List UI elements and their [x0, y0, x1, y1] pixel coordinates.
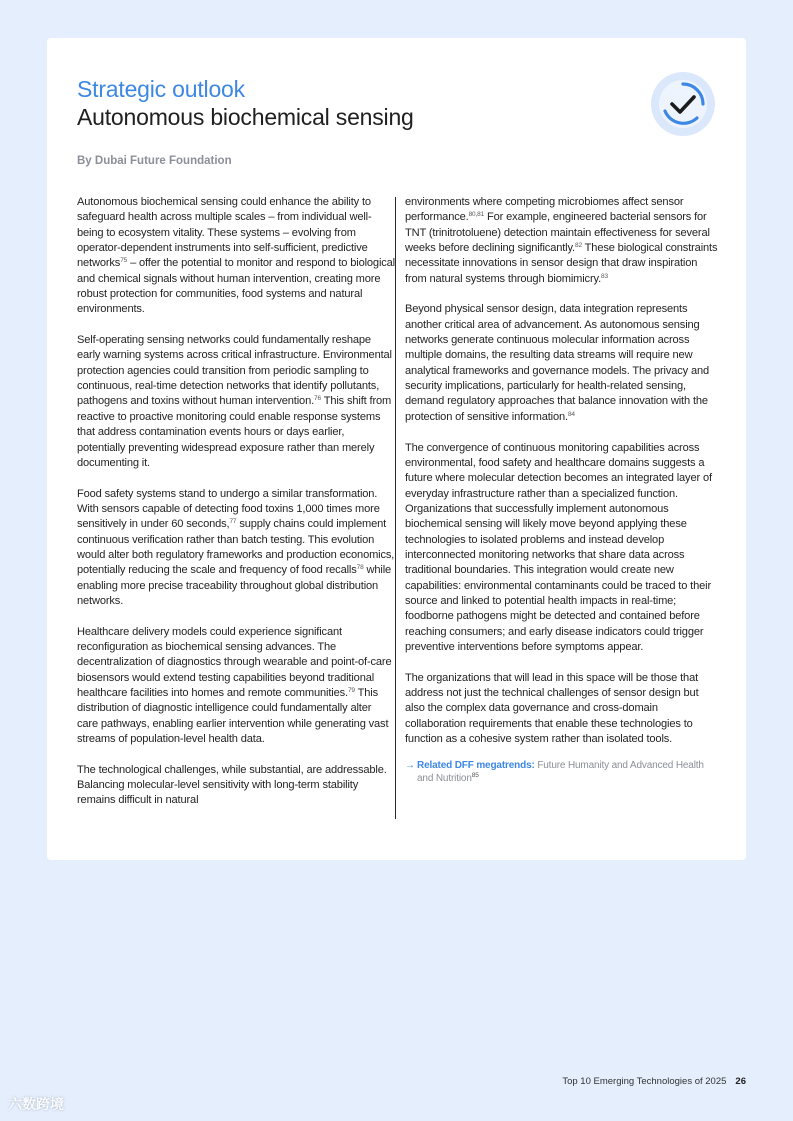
section-label: Strategic outlook	[77, 76, 245, 102]
paragraph-text: – offer the potential to monitor and respond to biological and chemical signals without human intervention, creating more robust protection for communities, food systems and natural environments.	[77, 257, 395, 316]
checkmark-progress-icon	[650, 71, 716, 137]
paragraph-text: The organizations that will lead in this space will be those that address not just the technical challenges of sensor design but also the complex data governance and cross-domain collaboration requirements that enable these technologies to function as a cohesive system rather than isolated tools.	[405, 671, 699, 746]
right-column	[405, 195, 721, 785]
footnote-ref: 75	[120, 257, 128, 265]
body-paragraph	[405, 302, 721, 425]
page-footer	[562, 1076, 746, 1087]
watermark-logo	[8, 1094, 64, 1114]
watermark-text: 六数跨境	[8, 1096, 64, 1112]
footnote-ref: 82	[575, 242, 582, 250]
footnote-ref: 84	[567, 410, 575, 418]
body-paragraph	[405, 195, 721, 287]
paragraph-text: The technological challenges, while substantial, are addressable. Balancing molecular-level sensitivity with long-term stability remains difficult in natural	[77, 763, 387, 807]
body-paragraph	[77, 763, 395, 809]
paragraph-text: Healthcare delivery models could experience significant reconfiguration as biochemical sensing advances. The decentralization of diagnostics through wearable and point-of-care biosensors would extend testing capabilities beyond traditional healthcare facilities into homes and remote communities.	[77, 625, 392, 699]
paragraph-text: while enabling more precise traceability throughout global distribution networks.	[77, 564, 392, 607]
footnote-ref: 79	[347, 687, 355, 694]
paragraph-text: environments where competing microbiomes affect sensor performance.	[405, 196, 684, 224]
paragraph-text: The convergence of continuous monitoring capabilities across environmental, food safety and healthcare domains suggests a future where molecular detection becomes an integrated layer of everyday infrastructure rather than a specialized function. Organizations that successfully implement autonomous biochemical sensing will likely move beyond applying these technologies to isolated problems and instead develop interconnected monitoring networks that share data across traditional boundaries. This integration would create new capabilities: environmental contaminants could be traced to their source and linked to potential health impacts in real-time; foodborne pathogens might be detected and contained before reaching consumers; and early disease indicators could trigger preventive interventions before symptoms appear.	[405, 441, 712, 653]
footnote-ref: 80,81	[468, 211, 485, 219]
related-label: Related DFF megatrends:	[417, 759, 535, 771]
footnote-ref: 77	[229, 518, 237, 526]
paragraph-text: Food safety systems stand to undergo a similar transformation. With sensors capable of detecting food toxins 1,000 times more sensitively in under 60 seconds,	[77, 487, 380, 531]
body-paragraph	[77, 195, 395, 318]
paragraph-text: Self-operating sensing networks could fundamentally reshape early warning systems across critical infrastructure. Environmental protection agencies could transition from periodic sampling to continuous, real-time detection networks that identify pollutants, pathogens and toxins without human intervention.	[77, 334, 392, 408]
page-number: 26	[735, 1076, 746, 1087]
body-paragraph	[77, 333, 395, 471]
paragraph-text: These biological constraints necessitate innovations in sensor design that draw inspiration from natural systems through biomimicry.	[405, 242, 718, 285]
footnote-ref: 83	[601, 272, 608, 280]
body-paragraph	[77, 487, 395, 610]
column-divider	[395, 197, 396, 819]
byline: By Dubai Future Foundation	[77, 155, 232, 167]
body-paragraph	[405, 671, 721, 748]
paragraph-text: This shift from reactive to proactive monitoring could enable response systems that address contamination events hours or days earlier, potentially preventing widespread exposure rather than merely documenting it.	[77, 395, 392, 469]
page-title: Autonomous biochemical sensing	[77, 104, 414, 130]
related-megatrends	[405, 759, 721, 785]
paragraph-text: supply chains could implement continuous verification rather than batch testing. This evolution would alter both regulatory frameworks and production economics, potentially reducing the scale and frequency of food recalls	[77, 518, 395, 577]
arrow-right-icon: →	[405, 759, 415, 771]
related-text: Future Humanity and Advanced Health and Nutrition	[417, 759, 704, 784]
paragraph-text: For example, engineered bacterial sensors for TNT (trinitrotoluene) detection maintain effectiveness for several weeks before declining significantly.	[405, 211, 710, 255]
paragraph-text: Autonomous biochemical sensing could enhance the ability to safeguard health across multiple scales – from individual well-being to ecosystem vitality. These systems – evolving from operator-dependent instruments into self-sufficient, predictive networks	[77, 196, 372, 270]
article-card	[47, 38, 746, 860]
footnote-ref: 76	[314, 395, 321, 403]
paragraph-text: Beyond physical sensor design, data integration represents another critical area of advancement. As autonomous sensing networks generate continuous molecular information across multiple domains, the resulting data streams will require new analytical frameworks and governance models. The privacy and security implications, particularly for health-related sensing, demand regulatory approaches that balance innovation with the protection of sensitive information.	[405, 303, 710, 423]
footnote-ref: 85	[471, 771, 479, 779]
publication-title: Top 10 Emerging Technologies of 2025	[562, 1076, 727, 1087]
footnote-ref: 78	[356, 564, 364, 572]
body-paragraph	[77, 625, 395, 748]
body-paragraph	[405, 441, 721, 656]
left-column	[77, 195, 395, 824]
paragraph-text: This distribution of diagnostic intelligence could fundamentally alter care pathways, enabling earlier intervention while generating vast streams of population-level health data.	[77, 687, 389, 746]
